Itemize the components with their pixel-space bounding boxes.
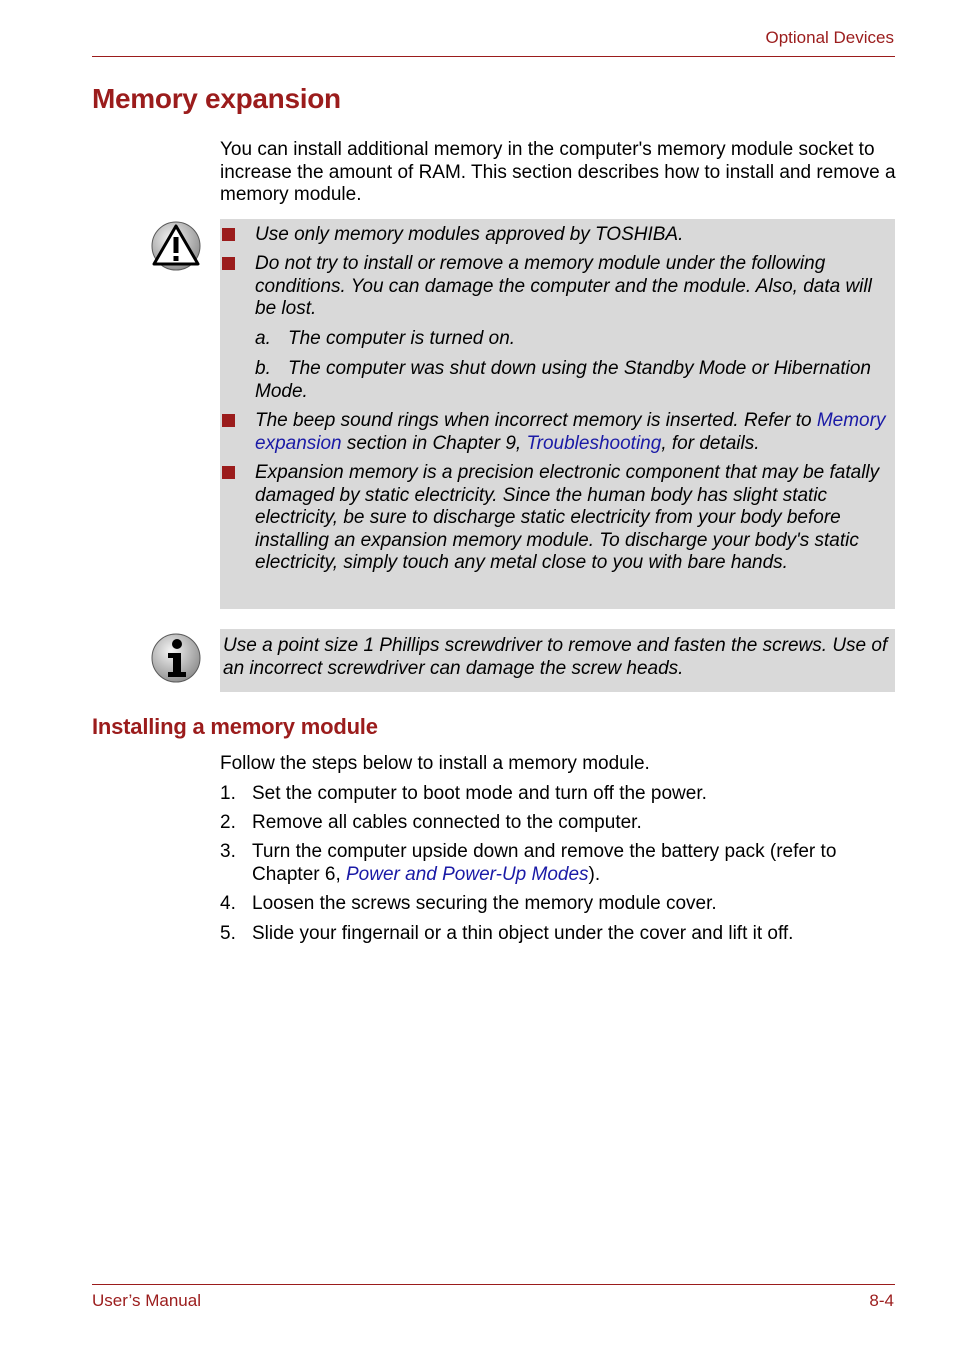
page-number: 8-4 <box>869 1291 894 1310</box>
square-bullet-icon <box>222 257 235 270</box>
memory-expansion-link[interactable]: Memory expansion <box>255 410 886 454</box>
caution-bullet-text <box>255 410 887 455</box>
step-text: Remove all cables connected to the computer. <box>252 812 642 833</box>
running-header: Optional Devices <box>765 28 894 47</box>
step-text <box>252 841 892 886</box>
step-text: Slide your fingernail or a thin object under the cover and lift it off. <box>252 923 794 944</box>
caution-bullet-text: Do not try to install or remove a memory module under the following conditions. You can damage the computer and the module. Also, data will be lost. <box>255 253 872 319</box>
text-run: , for details. <box>661 432 760 454</box>
sub-item-label: a. <box>255 328 271 349</box>
step-text: Loosen the screws securing the memory module cover. <box>252 893 717 914</box>
text-run: ). <box>588 863 601 885</box>
square-bullet-icon <box>222 228 235 241</box>
step-number: 1. <box>220 783 236 804</box>
step-number: 5. <box>220 923 236 944</box>
troubleshooting-link[interactable]: Troubleshooting <box>526 432 662 454</box>
section-heading: Installing a memory module <box>92 714 378 739</box>
text-run: The beep sound rings when incorrect memory is inserted. Refer to <box>255 410 817 431</box>
page-title: Memory expansion <box>92 83 341 114</box>
footer-manual-name: User’s Manual <box>92 1291 201 1310</box>
note-text: Use a point size 1 Phillips screwdriver to remove and fasten the screws. Use of an incorrect screwdriver can damage the screw heads. <box>223 635 888 679</box>
steps-intro: Follow the steps below to install a memory module. <box>220 753 650 774</box>
step-text: Set the computer to boot mode and turn off the power. <box>252 783 707 804</box>
caution-triangle-icon <box>150 220 202 272</box>
sub-item-text: The computer is turned on. <box>288 328 516 349</box>
header-rule <box>92 56 895 57</box>
intro-paragraph: You can install additional memory in the computer's memory module socket to increase the amount of RAM. This section describes how to install and remove a memory module. <box>220 139 896 205</box>
step-number: 2. <box>220 812 236 833</box>
caution-bullet-text: Use only memory modules approved by TOSHIBA. <box>255 224 684 245</box>
step-number: 3. <box>220 841 236 862</box>
sub-item-label: b. <box>255 358 271 379</box>
sub-item-text: The computer was shut down using the Standby Mode or Hibernation Mode. <box>255 358 871 402</box>
square-bullet-icon <box>222 414 235 427</box>
caution-sub-item <box>255 358 885 403</box>
text-run: Turn the computer upside down and remove the battery pack (refer to Chapter 6, <box>252 841 837 885</box>
step-number: 4. <box>220 893 236 914</box>
power-modes-link[interactable]: Power and Power-Up Modes <box>346 863 589 885</box>
footer-rule <box>92 1284 895 1285</box>
caution-bullet-text: Expansion memory is a precision electronic component that may be fatally damaged by static electricity. Since the human body has slight static electricity, be sure to discharge static electricity from your body before installing an expansion memory module. To discharge your body's static electricity, simply touch any metal close to you with bare hands. <box>255 462 880 573</box>
information-icon <box>150 632 202 684</box>
square-bullet-icon <box>222 466 235 479</box>
caution-sub-item <box>255 328 885 351</box>
text-run: section in Chapter 9, <box>341 432 527 454</box>
